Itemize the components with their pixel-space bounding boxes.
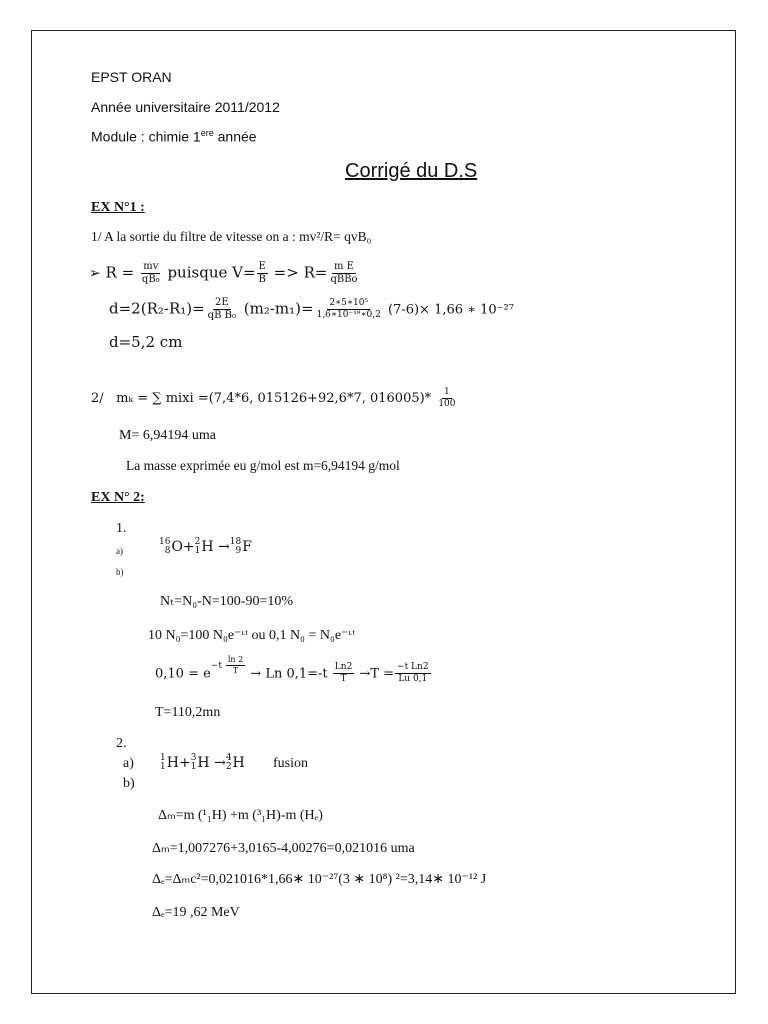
molar-mass-uma: M= 6,94194 uma (119, 428, 216, 443)
distance-equation: d=2(R₂-R₁)= $\frac{2E}{\text{qB B₀}}$ (m₂-m₁)= $\frac{\text{2∗5∗10⁵}}{\text{1,6∗10⁻¹⁹∗0,2}}$ (7-6)× 1,66 ∗ 10⁻²⁷ (109, 297, 514, 321)
nt-equation: Nₜ=N₀-N=100-90=10% (160, 594, 294, 609)
half-life-result: T=110,2mn (155, 705, 221, 720)
ex2-a2-label: a) (123, 756, 134, 771)
academic-year: Année universitaire 2011/2012 (91, 99, 280, 115)
energy-result: Δₑ=19 ,62 MeV (152, 905, 240, 920)
molar-mass-text: La masse exprimée eu g/mol est m=6,94194 g/mol (126, 458, 400, 473)
n0-equation: 10 N₀=100 N₀e⁻ᶫᵗ ou 0,1 N₀ = N₀e⁻ᶫᵗ (148, 628, 355, 643)
ex1-q1-intro: 1/ A la sortie du filtre de vitesse on a : mv²/R= qvB₀ (91, 229, 372, 244)
ex2-item-1: 1. (116, 521, 127, 536)
arrow-bullet-icon: ➢ (89, 265, 101, 282)
mass-defect-value: Δₘ=1,007276+3,0165-4,00276=0,021016 uma (152, 841, 415, 856)
ex2-a-label: a) (116, 546, 123, 556)
ex1-heading: EX N°1 : (91, 200, 145, 215)
fusion-label: fusion (273, 756, 308, 771)
page-title: Corrigé du D.S (345, 160, 478, 182)
module-line: Module : chimie 1ere année (91, 128, 257, 145)
ex1-q2: 2/ mₖ = ∑ mixi =(7,4*6, 015126+92,6*7, 016005)* $\frac{1}{100}$ (91, 387, 456, 409)
distance-result: d=5,2 cm (109, 333, 183, 351)
ex2-b-label: b) (116, 567, 124, 577)
mass-defect-definition: Δₘ=m (¹₁H) +m (³₁H)-m (Hₑ) (158, 808, 323, 823)
fusion-reaction: 1 1 H+ 3 1 H → 4 2 H (160, 753, 245, 772)
ex2-b2-label: b) (123, 776, 135, 791)
energy-calculation: Δₑ=Δₘc²=0,021016*1,66∗ 10⁻²⁷(3 ∗ 10⁸) ²=3,14∗ 10⁻¹² J (152, 872, 487, 887)
half-life-equation: $0,10 = e^{-t \frac{\ln 2}{T}}$ → Ln 0,1=-t $\frac{Ln2}{T}$ →T = $\frac{\text{−t Ln2}}{Lu 0,1}$ (155, 655, 429, 685)
nuclear-reaction-1: 16 8 O+ 2 1 H → 18 9 F (159, 537, 252, 556)
radius-equation: ➢ R = $\frac{mv}{\text{qB₀}}$ puisque V= $\frac{E}{B}$ => R= $\frac{\text{m E}}{\text{qBBo}}$ (89, 261, 358, 285)
school-name: EPST ORAN (91, 69, 172, 85)
ex2-heading: EX N° 2: (91, 490, 145, 505)
ex2-item-2: 2. (116, 736, 127, 751)
